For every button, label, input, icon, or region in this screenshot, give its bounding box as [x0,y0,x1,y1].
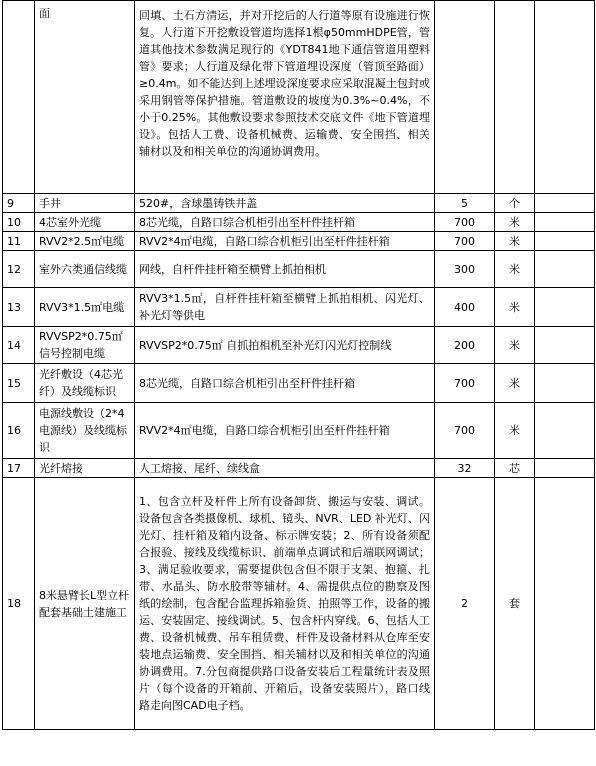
item-remark [535,1,595,194]
item-description: 520#，含球墨铸铁井盖 [135,194,435,213]
item-remark [535,194,595,213]
item-description: RVV3*1.5㎡，自杆件挂杆箱至横臂上抓拍相机、闪光灯、补光灯等供电 [135,288,435,327]
table-row [3,364,595,403]
table-row [3,251,595,288]
table-row [3,194,595,213]
item-remark [535,478,595,730]
item-name: 4芯室外光缆 [35,213,135,232]
table-row [3,459,595,478]
item-quantity [435,1,495,194]
item-description: 回填、土石方清运，并对开挖后的人行道等原有设施进行恢复。人行道下开挖敷设管道均选择1根φ50mmHDPE管，管道其他技术参数满足现行的《YDT841地下通信管道用塑料管》要求；人行道及绿化带下管道埋设深度（管顶至路面）≥0.4m。如不能达到上述埋设深度要求应采取混凝土包封或采用钢管等保护措施。管道敷设的坡度为0.3%~0.4%，不小于0.25%。其他敷设要求参照技术交底文件《地下管道埋设》。包括人工费、设备机械费、运输费、安全围挡、相关辅材以及和相关单位的沟通协调费用。 [135,1,435,194]
row-number [3,1,35,194]
item-unit [495,1,535,194]
row-number: 13 [3,288,35,327]
row-number: 17 [3,459,35,478]
item-name: 8米悬臂长L型立杆配套基础土建施工 [35,478,135,730]
item-quantity: 700 [435,403,495,459]
item-description: 8芯光缆，自路口综合机柜引出至杆件挂杆箱 [135,213,435,232]
item-name: 室外六类通信线缆 [35,251,135,288]
table-row [3,232,595,251]
row-number: 15 [3,364,35,403]
table-row [3,327,595,364]
item-quantity: 200 [435,327,495,364]
row-number: 12 [3,251,35,288]
item-name: RVV2*2.5㎡电缆 [35,232,135,251]
item-remark [535,288,595,327]
item-description: 8芯光缆，自路口综合机柜引出至杆件挂杆箱 [135,364,435,403]
item-description: RVV2*4㎡电缆，自路口综合机柜引出至杆件挂杆箱 [135,403,435,459]
row-number: 18 [3,478,35,730]
item-description: 网线，自杆件挂杆箱至横臂上抓拍相机 [135,251,435,288]
item-quantity: 2 [435,478,495,730]
item-remark [535,232,595,251]
item-description: 1、包含立杆及杆件上所有设备卸货、搬运与安装、调试。设备包含各类摄像机、球机、镜头、NVR、LED 补光灯、闪光灯、挂杆箱及箱内设备、标示牌安装；2、所有设备须配合报验、接线及线缆标识、前端单点调试和后端联网调试；3、满足验收要求，需要提供包含但不限于支架、抱箍、扎带、水晶头、防水胶带等辅材。4、需提供点位的勘察及图纸的绘制，包含配合监理拆箱验货、拍照等工作，设备的搬运、安装固定、接线调试。5、包含杆内穿线。6、包括人工费、设备机械费、吊车租赁费、杆件及设备材料从仓库至安装地点运输费、安全围挡、相关辅材以及和相关单位的沟通协调费用。7.分包商提供路口设备安装后工程量统计表及照片（每个设备的开箱前、开箱后，设备安装照片），路口线路走向图CAD电子档。 [135,478,435,730]
table-row [3,1,595,194]
item-quantity: 700 [435,213,495,232]
item-unit: 套 [495,478,535,730]
table-row [3,288,595,327]
item-unit: 米 [495,213,535,232]
item-remark [535,403,595,459]
item-unit: 米 [495,364,535,403]
spec-table [2,0,595,730]
item-quantity: 700 [435,364,495,403]
item-unit: 米 [495,327,535,364]
item-remark [535,459,595,478]
row-number: 9 [3,194,35,213]
item-remark [535,364,595,403]
item-quantity: 300 [435,251,495,288]
item-unit: 个 [495,194,535,213]
item-quantity: 32 [435,459,495,478]
table-row [3,478,595,730]
item-unit: 米 [495,403,535,459]
item-quantity: 700 [435,232,495,251]
item-description: RVV2*4㎡电缆，自路口综合机柜引出至杆件挂杆箱 [135,232,435,251]
item-name: RVVSP2*0.75㎡信号控制电缆 [35,327,135,364]
table-row [3,403,595,459]
item-remark [535,213,595,232]
item-unit: 米 [495,288,535,327]
item-quantity: 5 [435,194,495,213]
item-description: RVVSP2*0.75㎡ 自抓拍相机至补光灯闪光灯控制线 [135,327,435,364]
item-remark [535,327,595,364]
item-quantity: 400 [435,288,495,327]
row-number: 10 [3,213,35,232]
item-name: 光纤敷设（4芯光纤）及线缆标识 [35,364,135,403]
row-number: 11 [3,232,35,251]
row-number: 14 [3,327,35,364]
table-row [3,213,595,232]
item-unit: 米 [495,251,535,288]
item-description: 人工熔接、尾纤、续线盒 [135,459,435,478]
item-unit: 芯 [495,459,535,478]
item-name: RVV3*1.5㎡电缆 [35,288,135,327]
item-name: 手井 [35,194,135,213]
item-remark [535,251,595,288]
item-name: 光纤熔接 [35,459,135,478]
item-name: 面 [35,1,135,194]
item-name: 电源线敷设（2*4电源线）及线缆标识 [35,403,135,459]
row-number: 16 [3,403,35,459]
item-unit: 米 [495,232,535,251]
